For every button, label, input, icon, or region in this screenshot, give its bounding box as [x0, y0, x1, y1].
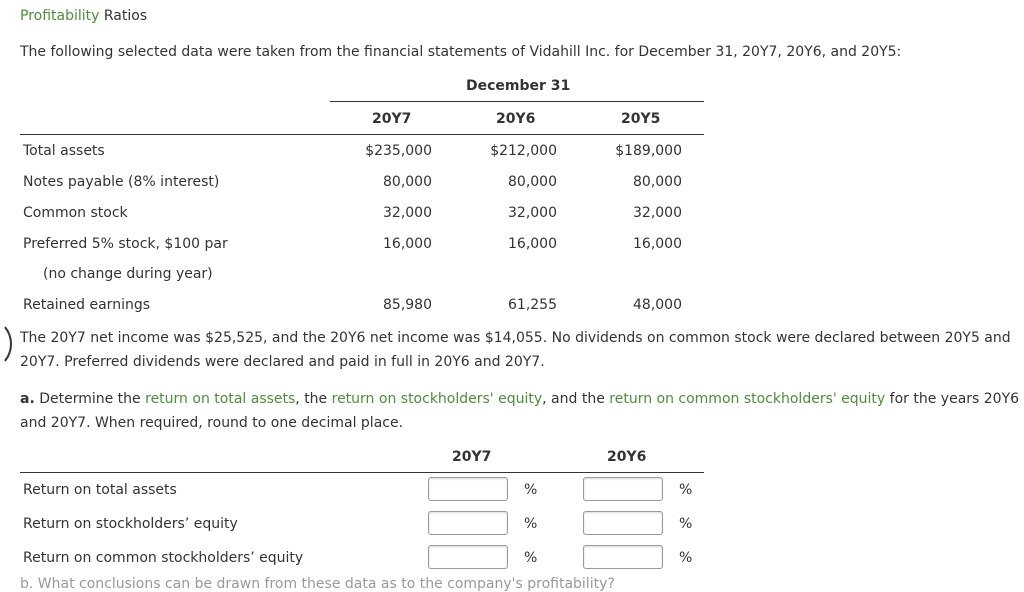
cell: 80,000 [508, 174, 557, 190]
row-label-note: (no change during year) [43, 266, 213, 282]
percent-sign: % [679, 516, 693, 532]
return-total-assets-20y7-input[interactable] [428, 477, 508, 501]
cell: 16,000 [383, 236, 432, 252]
title-rest: Ratios [99, 8, 148, 24]
return-total-assets-20y6-input[interactable] [583, 477, 663, 501]
link-return-on-total-assets[interactable]: return on total assets [145, 391, 296, 407]
title-green: Profitability [20, 8, 100, 24]
return-stockholders-equity-20y7-input[interactable] [428, 511, 508, 535]
answer-header-rule [20, 472, 704, 473]
page-title [20, 8, 147, 24]
cell: 16,000 [633, 236, 682, 252]
left-edge-curve [0, 320, 12, 368]
table-group-header: December 31 [466, 78, 571, 94]
cell: 80,000 [383, 174, 432, 190]
intro-text: The following selected data were taken from the financial statements of Vidahill Inc. for December 31, 20Y7, 20Y6, and 20Y5: [20, 44, 902, 60]
row-label: Total assets [23, 143, 105, 159]
cell: 85,980 [383, 297, 432, 313]
percent-sign: % [524, 516, 538, 532]
percent-sign: % [524, 482, 538, 498]
cell: 32,000 [508, 205, 557, 221]
cell: 80,000 [633, 174, 682, 190]
percent-sign: % [524, 550, 538, 566]
header-rule-bottom [20, 134, 704, 135]
row-label: Preferred 5% stock, $100 par [23, 236, 228, 252]
col-header-20y6: 20Y6 [496, 111, 536, 127]
answer-col-20y7: 20Y7 [452, 449, 492, 465]
row-label: Notes payable (8% interest) [23, 174, 220, 190]
answer-col-20y6: 20Y6 [607, 449, 647, 465]
cell: $189,000 [615, 143, 682, 159]
question-label: a. [20, 391, 35, 407]
question-text: , and the [542, 391, 610, 407]
question-text: , the [295, 391, 332, 407]
question-a-line-2: and 20Y7. When required, round to one decimal place. [20, 415, 404, 431]
cell: $235,000 [365, 143, 432, 159]
cell: 61,255 [508, 297, 557, 313]
header-rule-top [330, 101, 704, 102]
cell: 48,000 [633, 297, 682, 313]
cell: 16,000 [508, 236, 557, 252]
question-a-line-1 [20, 391, 1019, 407]
bottom-cut-text: b. What conclusions can be drawn from these data as to the company's profitability? [20, 576, 615, 592]
cell: 32,000 [383, 205, 432, 221]
percent-sign: % [679, 482, 693, 498]
row-label: Retained earnings [23, 297, 151, 313]
question-text: Determine the [34, 391, 146, 407]
return-common-equity-20y7-input[interactable] [428, 545, 508, 569]
return-common-equity-20y6-input[interactable] [583, 545, 663, 569]
answer-row-label: Return on total assets [23, 482, 177, 498]
answer-row-label: Return on common stockholders’ equity [23, 550, 304, 566]
link-return-on-stockholders-equity[interactable]: return on stockholders' equity [331, 391, 543, 407]
paragraph-line-2: 20Y7. Preferred dividends were declared and paid in full in 20Y6 and 20Y7. [20, 354, 545, 370]
paragraph-line-1: The 20Y7 net income was $25,525, and the 20Y6 net income was $14,055. No dividends on common stock were declared between 20Y5 and [20, 330, 1011, 346]
cell: 32,000 [633, 205, 682, 221]
percent-sign: % [679, 550, 693, 566]
return-stockholders-equity-20y6-input[interactable] [583, 511, 663, 535]
question-text: for the years 20Y6 [885, 391, 1020, 407]
row-label: Common stock [23, 205, 128, 221]
col-header-20y5: 20Y5 [621, 111, 661, 127]
link-return-on-common-stockholders-equity[interactable]: return on common stockholders' equity [609, 391, 886, 407]
col-header-20y7: 20Y7 [372, 111, 412, 127]
answer-row-label: Return on stockholders’ equity [23, 516, 238, 532]
cell: $212,000 [490, 143, 557, 159]
